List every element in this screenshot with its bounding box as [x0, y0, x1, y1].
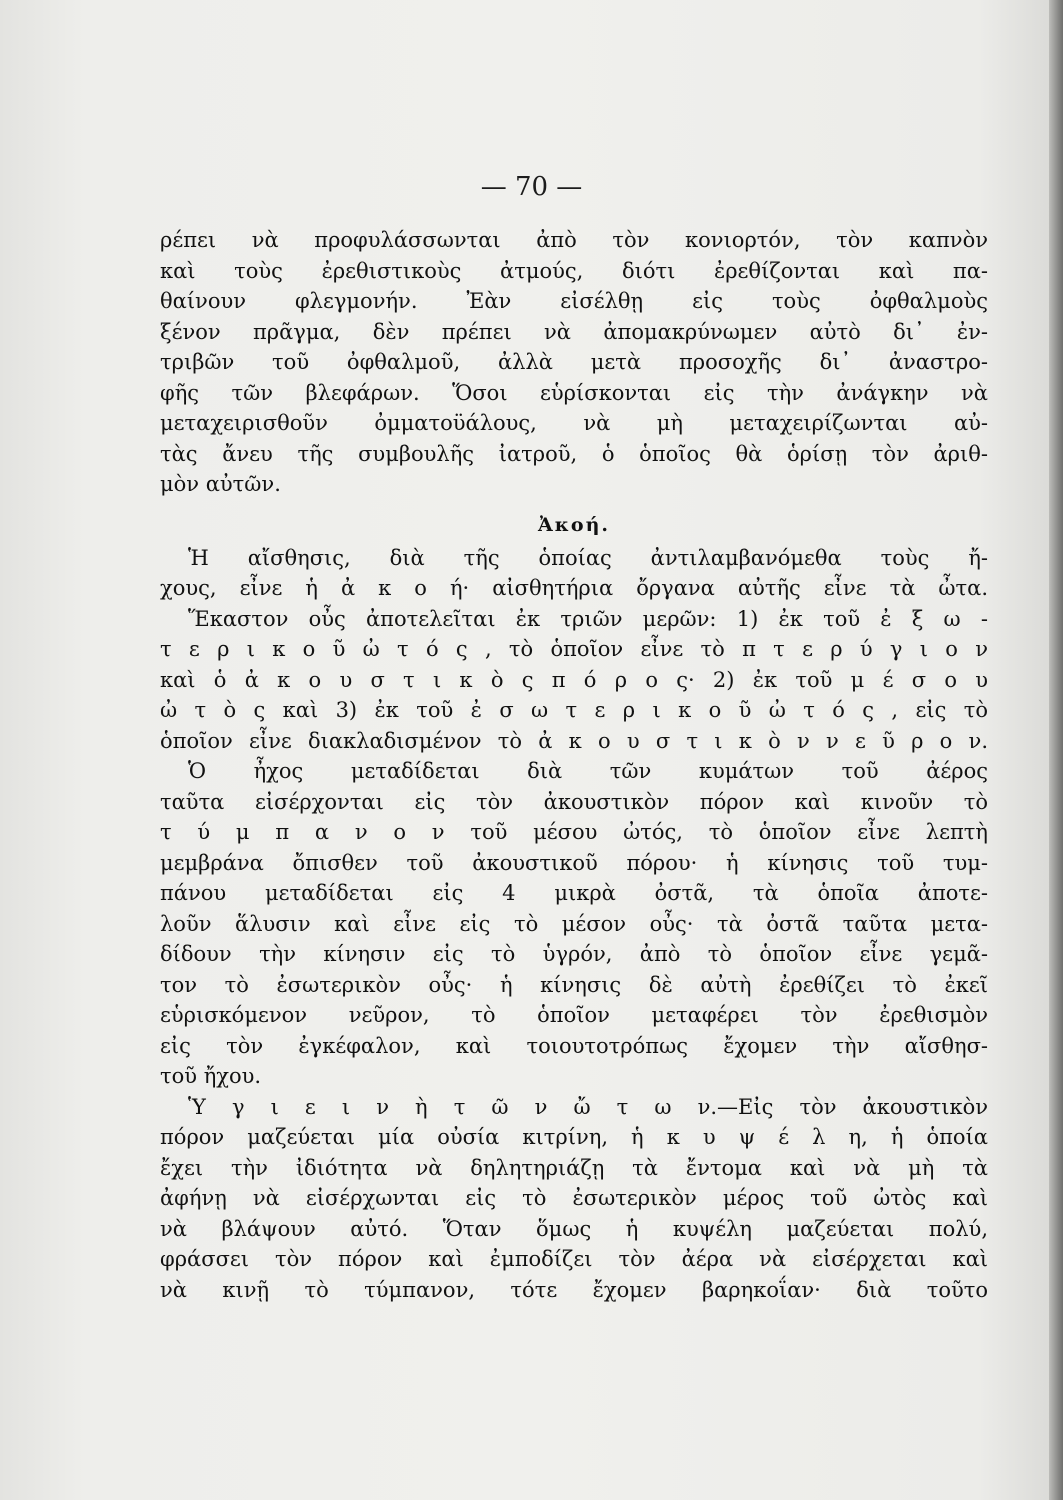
text-line: ρέπει νὰ προφυλάσσωνται ἀπὸ τὸν κονιορτόν, τὸν καπνὸν: [160, 228, 988, 252]
text-line: νὰ κινῇ τὸ τύμπανον, τότε ἔχομεν βαρηκοΐαν· διὰ τοῦτο: [160, 1277, 988, 1302]
text-line: Ὑ γ ι ε ι ν ὴ τ ῶ ν ὤ τ ω ν.—Εἰς τὸν ἀκουστικὸν: [188, 1094, 988, 1119]
text-line: πόρον μαζεύεται μία οὐσία κιτρίνη, ἡ κ υ ψ έ λ η, ἡ ὁποία: [160, 1125, 988, 1149]
text-line: Ἡ αἴσθησις, διὰ τῆς ὁποίας ἀντιλαμβανόμεθα τοὺς ἤ-: [188, 545, 988, 570]
text-line: τοῦ ἤχου.: [160, 1064, 262, 1088]
text-line: χους, εἶνε ἡ ἀ κ ο ή· αἰσθητήρια ὄργανα αὐτῆς εἶνε τὰ ὦτα.: [160, 576, 988, 600]
text-line: ἀφήνῃ νὰ εἰσέρχωνται εἰς τὸ ἐσωτερικὸν μέρος τοῦ ὠτὸς καὶ: [160, 1186, 988, 1210]
text-line: τριβῶν τοῦ ὀφθαλμοῦ, ἀλλὰ μετὰ προσοχῆς δι᾿ ἀναστρο-: [160, 350, 988, 374]
text-line: Ὁ ἦχος μεταδίδεται διὰ τῶν κυμάτων τοῦ ἀέρος: [188, 759, 988, 783]
page-binding-shadow: [1049, 0, 1063, 1500]
page-body: [160, 225, 988, 1305]
paragraph-hearing: [160, 543, 988, 1092]
text-line: δίδουν τὴν κίνησιν εἰς τὸ ὑγρόν, ἀπὸ τὸ ὁποῖον εἶνε γεμᾶ-: [160, 942, 988, 966]
text-line: φῆς τῶν βλεφάρων. Ὅσοι εὑρίσκονται εἰς τὴν ἀνάγκην νὰ: [160, 380, 988, 405]
text-line: φράσσει τὸν πόρον καὶ ἐμποδίζει τὸν ἀέρα νὰ εἰσέρχεται καὶ: [160, 1247, 988, 1271]
text-line: ταῦτα εἰσέρχονται εἰς τὸν ἀκουστικὸν πόρον καὶ κινοῦν τὸ: [160, 789, 988, 814]
text-line: ὠ τ ὸ ς καὶ 3) ἐκ τοῦ ἐ σ ω τ ε ρ ι κ ο ῦ ὠ τ ό ς , εἰς τὸ: [160, 698, 988, 722]
text-line: ξένον πρᾶγμα, δὲν πρέπει νὰ ἀπομακρύνωμεν αὐτὸ δι᾿ ἐν-: [160, 319, 988, 344]
text-line: λοῦν ἅλυσιν καὶ εἶνε εἰς τὸ μέσον οὖς· τὰ ὀστᾶ ταῦτα μετα-: [160, 911, 988, 936]
text-line: τὰς ἄνευ τῆς συμβουλῆς ἰατροῦ, ὁ ὁποῖος θὰ ὁρίσῃ τὸν ἀριθ-: [160, 441, 988, 466]
text-line: καὶ τοὺς ἐρεθιστικοὺς ἀτμούς, διότι ἐρεθίζονται καὶ πα-: [160, 258, 988, 283]
text-line: τον τὸ ἐσωτερικὸν οὖς· ἡ κίνησις δὲ αὐτὴ ἐρεθίζει τὸ ἐκεῖ: [160, 972, 988, 997]
text-line: νὰ βλάψουν αὐτό. Ὅταν ὅμως ἡ κυψέλη μαζεύεται πολύ,: [160, 1216, 988, 1241]
text-line: εὑρισκόμενον νεῦρον, τὸ ὁποῖον μεταφέρει τὸν ἐρεθισμὸν: [160, 1003, 988, 1027]
text-line: τ ύ μ π α ν ο ν τοῦ μέσου ὠτός, τὸ ὁποῖον εἶνε λεπτὴ: [160, 820, 988, 844]
text-line: μεμβράνα ὄπισθεν τοῦ ἀκουστικοῦ πόρου· ἡ κίνησις τοῦ τυμ-: [160, 850, 988, 875]
text-line: θαίνουν φλεγμονήν. Ἐὰν εἰσέλθῃ εἰς τοὺς ὀφθαλμοὺς: [160, 289, 988, 313]
text-line: εἰς τὸν ἐγκέφαλον, καὶ τοιουτοτρόπως ἔχομεν τὴν αἴσθησ-: [160, 1033, 988, 1058]
page-number: — 70 —: [480, 172, 583, 202]
text-line: καὶ ὁ ἀ κ ο υ σ τ ι κ ὸ ς π ό ρ ο ς· 2) ἐκ τοῦ μ έ σ ο υ: [160, 667, 988, 692]
paragraph-eye-care: [160, 225, 988, 500]
text-line: μὸν αὐτῶν.: [160, 472, 281, 496]
text-line: τ ε ρ ι κ ο ῦ ὠ τ ό ς , τὸ ὁποῖον εἶνε τὸ π τ ε ρ ύ γ ι ο ν: [160, 637, 988, 661]
text-line: Ἕκαστον οὖς ἀποτελεῖται ἐκ τριῶν μερῶν: 1) ἐκ τοῦ ἐ ξ ω -: [188, 606, 988, 631]
text-line: ὁποῖον εἶνε διακλαδισμένον τὸ ἀ κ ο υ σ τ ι κ ὸ ν ν ε ῦ ρ ο ν.: [160, 728, 988, 753]
section-heading: Ἀκοή.: [537, 513, 611, 536]
text-line: μεταχειρισθοῦν ὀμματοϋάλους, νὰ μὴ μεταχειρίζωνται αὐ-: [160, 411, 988, 435]
paragraph-ear-hygiene: [160, 1092, 988, 1306]
text-line: πάνου μεταδίδεται εἰς 4 μικρὰ ὀστᾶ, τὰ ὁποῖα ἀποτε-: [160, 881, 988, 905]
text-line: ἔχει τὴν ἰδιότητα νὰ δηλητηριάζῃ τὰ ἔντομα καὶ νὰ μὴ τὰ: [160, 1155, 988, 1180]
